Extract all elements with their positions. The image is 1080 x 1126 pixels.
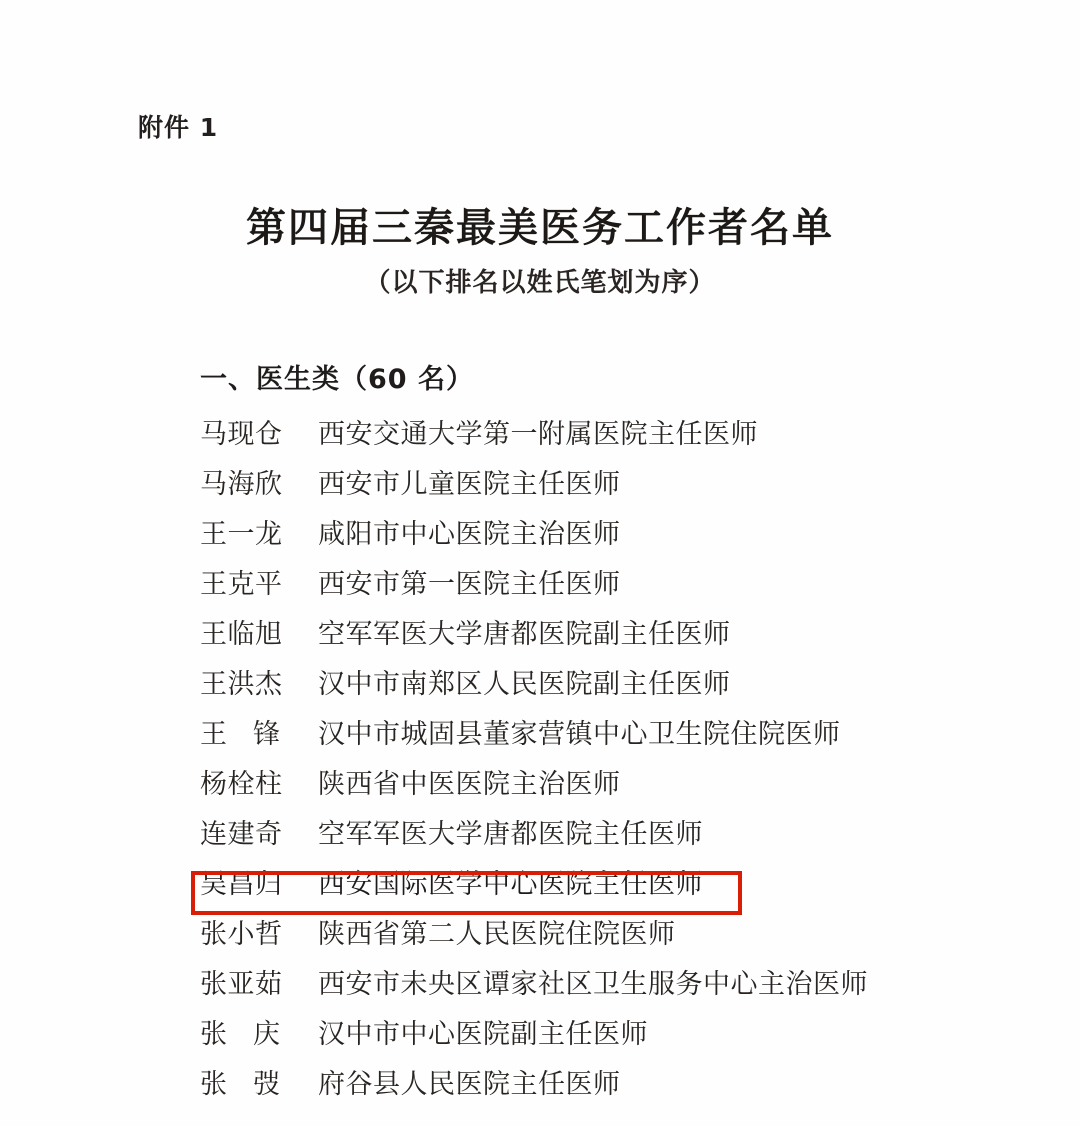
person-affiliation: 空军军医大学唐都医院副主任医师 [318,619,731,650]
person-affiliation: 汉中市南郑区人民医院副主任医师 [318,669,731,700]
person-name: 王洪杰 [200,669,283,700]
person-affiliation: 西安市第一医院主任医师 [318,569,621,600]
list-item [200,660,1000,710]
person-affiliation: 陕西省第二人民医院住院医师 [318,919,676,950]
person-affiliation: 汉中市城固县董家营镇中心卫生院住院医师 [318,719,841,750]
list-item [200,410,1000,460]
list-item [200,910,1000,960]
person-affiliation: 汉中市中心医院副主任医师 [318,1019,648,1050]
list-item [200,1060,1000,1110]
list-item [200,510,1000,560]
page-title: 第四届三秦最美医务工作者名单 [246,204,834,251]
list-item [200,960,1000,1010]
person-name: 马现仓 [200,419,283,450]
person-name: 王克平 [200,569,283,600]
person-name: 吴昌归 [200,869,283,900]
person-affiliation: 西安市未央区谭家社区卫生服务中心主治医师 [318,969,868,1000]
person-affiliation: 府谷县人民医院主任医师 [318,1069,621,1100]
person-name: 杨栓柱 [200,769,283,800]
person-name: 王 锋 [200,719,280,750]
attachment-label: 附件 1 [138,113,219,142]
list-item [200,860,1000,910]
person-name: 张 庆 [200,1019,280,1050]
page-subtitle: （以下排名以姓氏笔划为序） [364,268,716,298]
person-name: 王临旭 [200,619,283,650]
person-affiliation: 陕西省中医医院主治医师 [318,769,621,800]
person-affiliation: 空军军医大学唐都医院主任医师 [318,819,703,850]
person-name: 马海欣 [200,469,283,500]
person-name: 张小哲 [200,919,283,950]
section-heading-doctors: 一、医生类（60 名） [200,364,474,395]
list-item [200,760,1000,810]
list-item [200,460,1000,510]
person-affiliation: 西安市儿童医院主任医师 [318,469,621,500]
person-affiliation: 西安国际医学中心医院主任医师 [318,869,703,900]
list-item [200,710,1000,760]
person-affiliation: 咸阳市中心医院主治医师 [318,519,621,550]
list-item [200,810,1000,860]
name-list [200,410,1000,1110]
list-item [200,560,1000,610]
person-name: 王一龙 [200,519,283,550]
person-affiliation: 西安交通大学第一附属医院主任医师 [318,419,758,450]
list-item [200,610,1000,660]
person-name: 张亚茹 [200,969,283,1000]
list-item [200,1010,1000,1060]
person-name: 连建奇 [200,819,283,850]
person-name: 张 弢 [200,1069,280,1100]
